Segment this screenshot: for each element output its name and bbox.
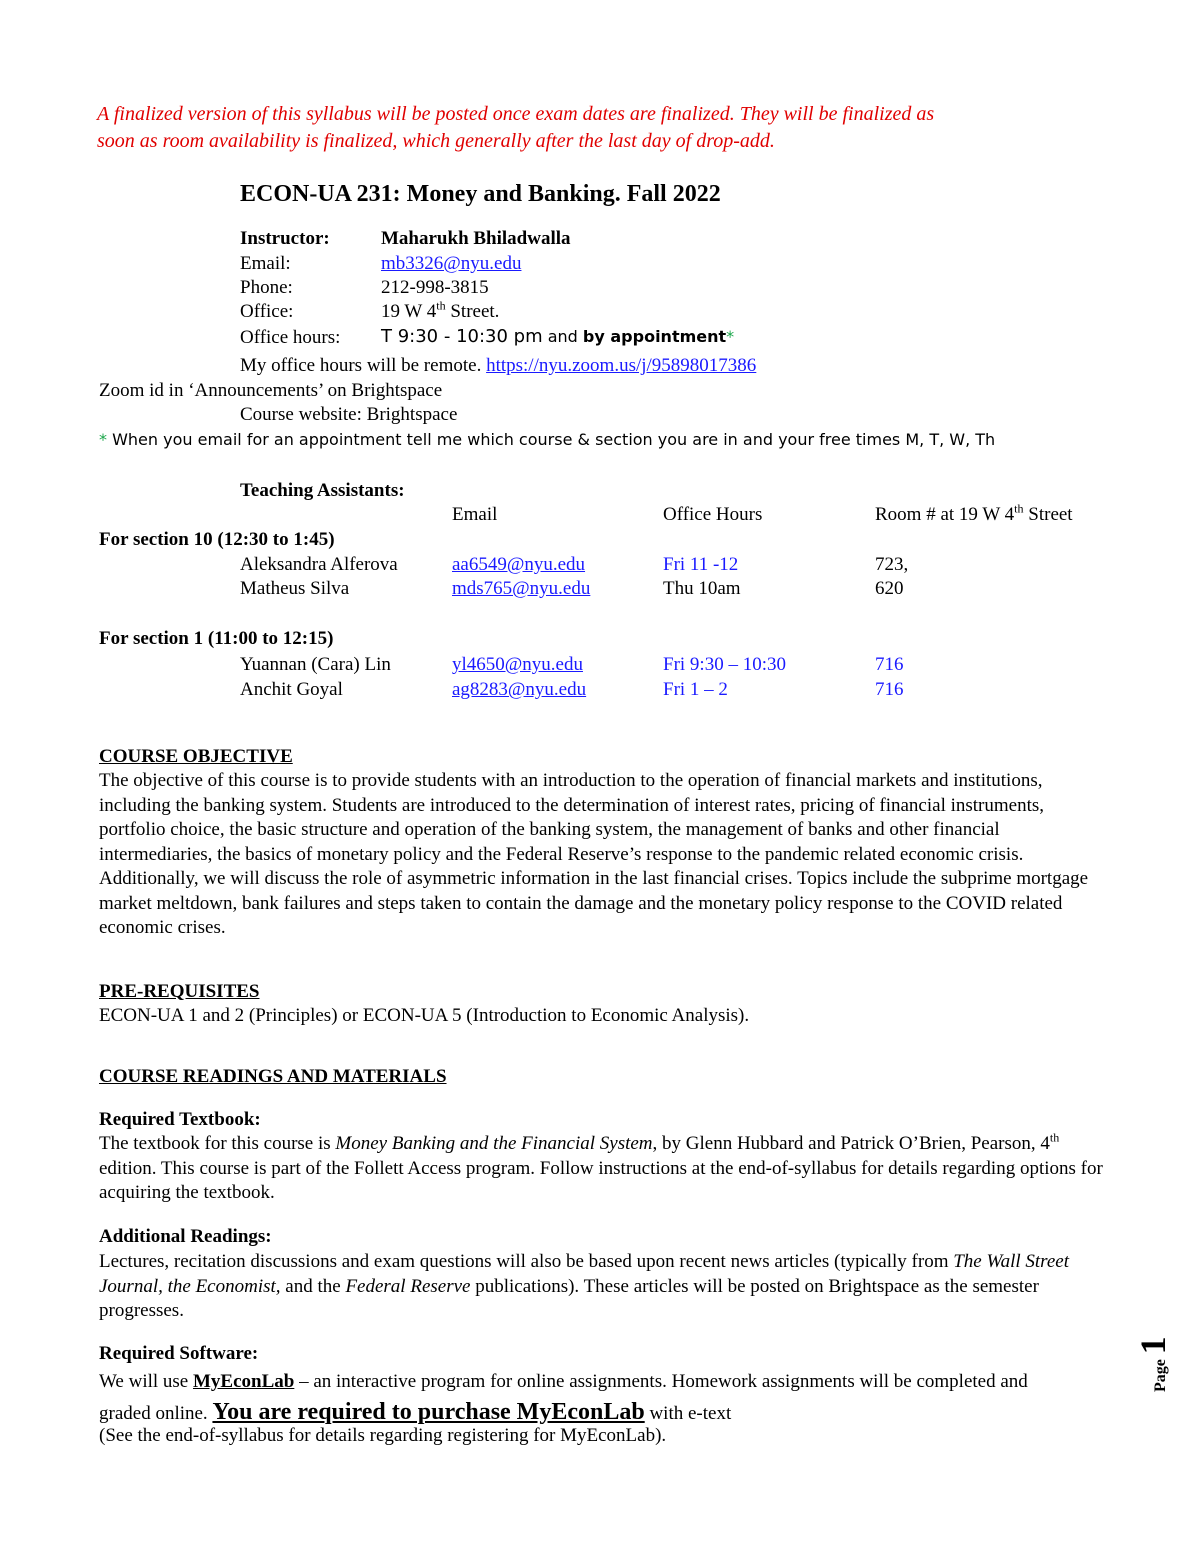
office-hours-value: T 9:30 - 10:30 pm and by appointment*: [381, 326, 735, 347]
ta-office-hours: Fri 9:30 – 10:30: [663, 654, 786, 675]
ta-email-link[interactable]: aa6549@nyu.edu: [452, 554, 586, 575]
prereq-body: ECON-UA 1 and 2 (Principles) or ECON-UA 5 (Introduction to Economic Analysis).: [99, 1005, 750, 1026]
office-hours-label: Office hours:: [240, 327, 341, 348]
ta-name: Yuannan (Cara) Lin: [240, 654, 391, 675]
course-title: ECON-UA 231: Money and Banking. Fall 2022: [240, 181, 721, 207]
objective-body: The objective of this course is to provide students with an introduction to the operation of financial markets and institutions, including the banking system. Students are introduced to the determination of interest rates, pricing of financial instruments, portfolio choice, the basic structure and operation of the banking system, the management of banks and other financial intermediaries, the basics of monetary policy and the Federal Reserve’s response to the pandemic related economic crisis. Additionally, we will discuss the role of asymmetric information in the last financial crises. Topics include the subprime mortgage market meltdown, bank failures and steps taken to contain the damage and the monetary policy response to the COVID related economic crises.: [99, 770, 1089, 938]
ta-office-hours: Fri 1 – 2: [663, 679, 728, 700]
instructor-name: Maharukh Bhiladwalla: [381, 228, 571, 249]
ta-email-link[interactable]: yl4650@nyu.edu: [452, 654, 583, 675]
email-label: Email:: [240, 253, 291, 274]
office-value: 19 W 4th Street.: [381, 298, 500, 322]
ta-room: 716: [875, 679, 904, 700]
objective-heading: COURSE OBJECTIVE: [99, 746, 293, 767]
course-website: Course website: Brightspace: [240, 404, 458, 425]
page-number: Page 1: [1133, 1336, 1173, 1392]
ta-col-hours: Office Hours: [663, 504, 763, 525]
textbook-body: The textbook for this course is Money Banking and the Financial System, by Glenn Hubbard and Patrick O’Brien, Pearson, 4th edition. This course is part of the Follett Access program. Follow instructions at the end-of-syllabus for details regarding options for acquiring the textbook.: [99, 1130, 1103, 1203]
readings-heading: COURSE READINGS AND MATERIALS: [99, 1066, 447, 1087]
ta-email-link[interactable]: mds765@nyu.edu: [452, 578, 591, 599]
remote-hours: My office hours will be remote. https://nyu.zoom.us/j/95898017386: [240, 355, 757, 376]
instructor-email-link[interactable]: mb3326@nyu.edu: [381, 253, 522, 274]
ta-office-hours: Thu 10am: [663, 578, 741, 599]
additional-heading: Additional Readings:: [99, 1226, 272, 1247]
prereq-heading: PRE-REQUISITES: [99, 981, 260, 1002]
appointment-note: * When you email for an appointment tell me which course & section you are in and your free times M, T, W, Th: [99, 430, 996, 449]
software-note: (See the end-of-syllabus for details regarding registering for MyEconLab).: [99, 1425, 667, 1446]
notice-line-1: A finalized version of this syllabus will be posted once exam dates are finalized. They will be finalized as: [97, 103, 935, 125]
notice-line-2: soon as room availability is finalized, which generally after the last day of drop-add.: [97, 130, 775, 152]
zoom-id-note: Zoom id in ‘Announcements’ on Brightspace: [99, 380, 443, 401]
phone-label: Phone:: [240, 277, 293, 298]
ta-email-link[interactable]: ag8283@nyu.edu: [452, 679, 587, 700]
software-body: We will use MyEconLab – an interactive program for online assignments. Homework assignments will be completed and graded online. You are required to purchase MyEconLab with e-text: [99, 1371, 1028, 1425]
zoom-link[interactable]: https://nyu.zoom.us/j/95898017386: [486, 355, 757, 376]
section-10-title: For section 10 (12:30 to 1:45): [99, 529, 335, 550]
ta-name: Aleksandra Alferova: [240, 554, 398, 575]
ta-office-hours: Fri 11 -12: [663, 554, 739, 575]
ta-heading: Teaching Assistants:: [240, 480, 405, 501]
ta-name: Matheus Silva: [240, 578, 350, 599]
phone-value: 212-998-3815: [381, 277, 489, 298]
ta-col-email: Email: [452, 504, 498, 525]
textbook-heading: Required Textbook:: [99, 1109, 261, 1130]
ta-col-room: Room # at 19 W 4th Street: [875, 501, 1073, 525]
ta-name: Anchit Goyal: [240, 679, 343, 700]
ta-room: 716: [875, 654, 904, 675]
office-label: Office:: [240, 301, 294, 322]
instructor-label: Instructor:: [240, 228, 330, 249]
software-heading: Required Software:: [99, 1343, 259, 1364]
section-1-title: For section 1 (11:00 to 12:15): [99, 628, 334, 649]
ta-room: 620: [875, 578, 904, 599]
additional-body: Lectures, recitation discussions and exam questions will also be based upon recent news articles (typically from The Wall Street Journal, the Economist, and the Federal Reserve publications). These articles will be posted on Brightspace as the semester progresses.: [99, 1251, 1069, 1321]
ta-room: 723,: [875, 554, 909, 575]
